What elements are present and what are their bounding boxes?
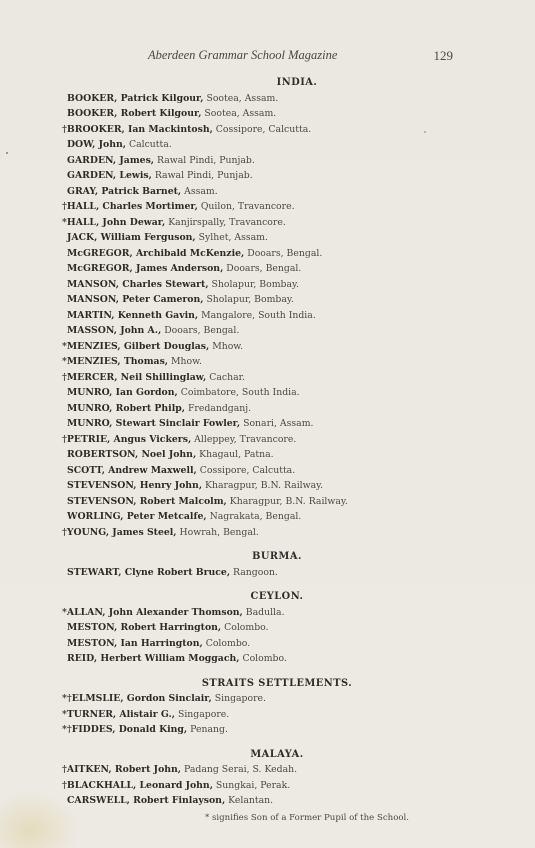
entry-list <box>62 91 492 541</box>
section-gap <box>62 667 492 676</box>
entry-name: GARDEN, James, <box>67 154 155 166</box>
entry-name: JACK, William Ferguson, <box>67 232 196 243</box>
entry-place: Colombo. <box>224 622 269 633</box>
entry-name: MESTON, Robert Harrington, <box>67 622 222 633</box>
entry-name: MERCER, Neil Shillinglaw, <box>66 371 207 383</box>
list-item <box>62 762 492 778</box>
section-straits-settlements <box>62 676 492 738</box>
entry-place: Colombo. <box>205 637 251 649</box>
entry-name: STEVENSON, Henry John, <box>67 480 203 491</box>
entry-mark: † <box>62 526 67 538</box>
entry-list <box>62 762 492 809</box>
entry-place: Mhow. <box>212 340 244 352</box>
list-item <box>62 91 492 107</box>
section-heading: STRAITS SETTLEMENTS. <box>201 677 353 689</box>
list-item <box>62 605 492 621</box>
entry-name: REID, Herbert William Moggach, <box>67 653 240 664</box>
entry-name: FIDDES, Donald King, <box>71 724 188 735</box>
entry-name: MANSON, Charles Stewart, <box>67 278 209 290</box>
section-malaya <box>62 747 492 809</box>
entry-list <box>62 565 492 581</box>
list-item <box>62 651 492 667</box>
footnote: * signifies Son of a Former Pupil of the School. <box>204 812 410 823</box>
running-title: Aberdeen Grammar School Magazine <box>148 48 338 62</box>
entry-place: Quilon, Travancore. <box>200 201 295 212</box>
entry-place: Singapore. <box>177 708 230 720</box>
entry-place: Rangoon. <box>233 566 278 578</box>
section-heading: MALAYA. <box>250 748 304 760</box>
entry-place: Sholapur, Bombay. <box>211 278 299 290</box>
entry-mark: * <box>62 340 67 352</box>
list-item <box>62 722 492 738</box>
entry-mark: * <box>62 356 67 367</box>
entry-name: MESTON, Ian Harrington, <box>67 637 203 649</box>
list-item <box>62 636 492 652</box>
list-item <box>62 778 492 794</box>
entry-name: MUNRO, Ian Gordon, <box>67 387 178 398</box>
list-item <box>62 339 492 355</box>
entry-mark: * <box>62 216 67 228</box>
entry-name: McGREGOR, James Anderson, <box>67 263 224 274</box>
list-item <box>62 793 492 809</box>
list-item <box>62 385 492 401</box>
list-item <box>62 292 492 308</box>
list-item <box>62 432 492 448</box>
entry-name: MUNRO, Robert Philp, <box>67 402 185 414</box>
entry-place: Dooars, Bengal. <box>164 325 240 336</box>
entry-place: Sootea, Assam. <box>204 108 277 119</box>
list-item <box>62 122 492 138</box>
list-item <box>62 246 492 262</box>
list-item <box>62 509 492 525</box>
entry-place: Calcutta. <box>128 139 172 150</box>
entry-place: Alleppey, Travancore. <box>194 433 297 445</box>
entry-place: Sholapur, Bombay. <box>206 294 294 305</box>
entry-place: Padang Serai, S. Kedah. <box>184 764 298 775</box>
entry-mark: † <box>62 371 67 383</box>
list-item <box>62 184 492 200</box>
entry-place: Dooars, Bengal. <box>226 263 302 274</box>
entry-name: ALLAN, John Alexander Thomson, <box>66 606 243 618</box>
section-burma <box>62 549 492 580</box>
entry-name: BOOKER, Patrick Kilgour, <box>67 92 204 104</box>
entry-name: ELMSLIE, Gordon Sinclair, <box>71 693 212 704</box>
entry-mark: † <box>62 201 67 212</box>
section-heading: INDIA. <box>276 77 318 88</box>
entry-mark: † <box>62 764 67 775</box>
list-item <box>62 620 492 636</box>
entry-name: SCOTT, Andrew Maxwell, <box>67 464 197 476</box>
directory-content <box>62 75 492 826</box>
entry-name: WORLING, Peter Metcalfe, <box>67 511 207 522</box>
entry-place: Cossipore, Calcutta. <box>215 123 312 135</box>
entry-place: Kharagpur, B.N. Railway. <box>205 480 324 491</box>
entry-place: Colombo. <box>242 653 287 664</box>
entry-name: BLACKHALL, Leonard John, <box>66 779 213 791</box>
entry-place: Cachar. <box>209 371 246 383</box>
list-item <box>62 153 492 169</box>
entry-place: Kanjirspally, Travancore. <box>168 216 286 228</box>
entry-name: STEVENSON, Robert Malcolm, <box>67 495 227 507</box>
entry-name: STEWART, Clyne Robert Bruce, <box>67 566 231 578</box>
list-item <box>62 447 492 463</box>
entry-name: ROBERTSON, Noel John, <box>67 449 197 460</box>
entry-place: Coimbatore, South India. <box>180 387 300 398</box>
entry-place: Singapore. <box>214 693 267 704</box>
list-item <box>62 691 492 707</box>
paper-speck <box>424 131 426 133</box>
section-heading: BURMA. <box>252 551 302 562</box>
entry-place: Howrah, Bengal. <box>179 526 259 538</box>
list-item <box>62 277 492 293</box>
section-gap <box>62 738 492 747</box>
list-item <box>62 565 492 581</box>
list-item <box>62 354 492 370</box>
entry-name: MENZIES, Gilbert Douglas, <box>66 340 210 352</box>
entry-name: McGREGOR, Archibald McKenzie, <box>67 247 245 259</box>
entry-name: MASSON, John A., <box>67 325 162 336</box>
entry-name: AITKEN, Robert John, <box>66 764 182 775</box>
list-item <box>62 370 492 386</box>
list-item <box>62 478 492 494</box>
entry-place: Fredandganj. <box>187 402 252 414</box>
entry-name: GRAY, Patrick Barnet, <box>67 185 182 197</box>
list-item <box>62 494 492 510</box>
entry-place: Rawal Pindi, Punjab. <box>154 170 253 181</box>
entry-mark: † <box>62 433 67 445</box>
list-item <box>62 525 492 541</box>
entry-mark: * <box>62 708 67 720</box>
entry-name: MARTIN, Kenneth Gavin, <box>67 309 199 321</box>
entry-name: BOOKER, Robert Kilgour, <box>67 108 202 119</box>
section-ceylon <box>62 589 492 667</box>
section-india <box>62 75 492 540</box>
entry-place: Khagaul, Patna. <box>199 449 274 460</box>
entry-mark: * <box>62 606 67 618</box>
list-item <box>62 215 492 231</box>
entry-name: GARDEN, Lewis, <box>67 170 152 181</box>
entry-place: Sungkai, Perak. <box>215 779 291 791</box>
list-item <box>62 323 492 339</box>
entry-name: HALL, Charles Mortimer, <box>66 201 198 212</box>
entry-place: Assam. <box>184 185 218 197</box>
list-item <box>62 261 492 277</box>
entry-name: MUNRO, Stewart Sinclair Fowler, <box>67 418 241 429</box>
list-item <box>62 308 492 324</box>
entry-name: HALL, John Dewar, <box>66 216 166 228</box>
list-item <box>62 230 492 246</box>
entry-place: Nagrakata, Bengal. <box>209 511 302 522</box>
entry-place: Sylhet, Assam. <box>198 232 268 243</box>
section-gap <box>62 580 492 589</box>
section-heading: CEYLON. <box>250 591 304 602</box>
entry-name: MENZIES, Thomas, <box>66 356 169 367</box>
entry-mark: † <box>62 779 67 791</box>
list-item <box>62 168 492 184</box>
entry-place: Cossipore, Calcutta. <box>199 464 296 476</box>
entry-place: Kharagpur, B.N. Railway. <box>229 495 348 507</box>
section-gap <box>62 540 492 549</box>
list-item <box>62 106 492 122</box>
entry-place: Mhow. <box>171 356 202 367</box>
list-item <box>62 707 492 723</box>
entry-place: Penang. <box>190 724 228 735</box>
entry-mark: *† <box>62 724 72 735</box>
entry-mark: *† <box>62 693 72 704</box>
entry-name: TURNER, Alistair G., <box>66 708 175 720</box>
paper-speck <box>6 152 8 154</box>
entry-place: Mangalore, South India. <box>201 309 316 321</box>
list-item <box>62 463 492 479</box>
entry-name: CARSWELL, Robert Finlayson, <box>67 795 226 806</box>
entry-place: Rawal Pindi, Punjab. <box>157 154 255 166</box>
entry-place: Dooars, Bengal. <box>247 247 323 259</box>
entry-place: Kelantan. <box>228 795 274 806</box>
entry-name: BROOKER, Ian Mackintosh, <box>66 123 213 135</box>
running-head <box>148 48 495 64</box>
entry-place: Sonari, Assam. <box>243 418 314 429</box>
entry-name: MANSON, Peter Cameron, <box>67 294 204 305</box>
entry-list <box>62 605 492 667</box>
list-item <box>62 199 492 215</box>
page-number: 129 <box>433 48 453 63</box>
entry-list <box>62 691 492 738</box>
list-item <box>62 416 492 432</box>
entry-name: DOW, John, <box>67 139 126 150</box>
list-item <box>62 401 492 417</box>
entry-place: Badulla. <box>245 606 285 618</box>
entry-name: PETRIE, Angus Vickers, <box>66 433 192 445</box>
entry-mark: † <box>62 123 67 135</box>
entry-name: YOUNG, James Steel, <box>66 526 177 538</box>
list-item <box>62 137 492 153</box>
entry-place: Sootea, Assam. <box>206 92 279 104</box>
